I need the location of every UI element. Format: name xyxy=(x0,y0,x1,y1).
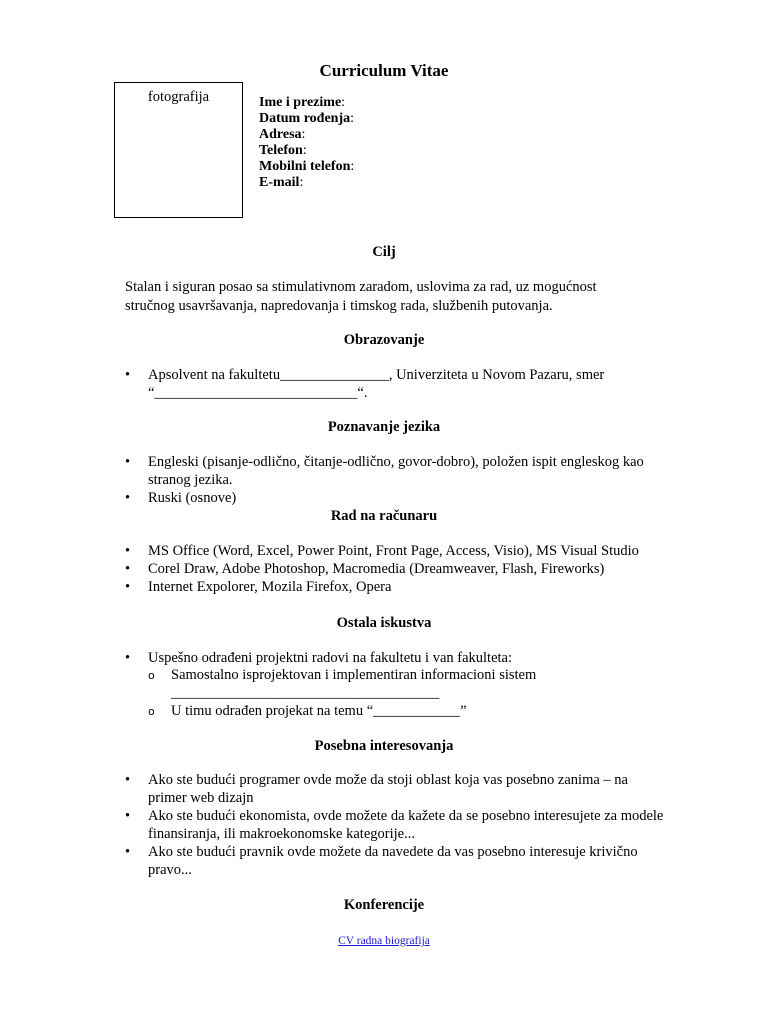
heading-obrazovanje: Obrazovanje xyxy=(343,332,425,348)
blank-line: _____________________________________ xyxy=(171,685,440,701)
personal-info xyxy=(259,95,354,191)
list-item: • Ako ste budući pravnik ovde možete da navedete da vas posebno interesuje krivično pravo... xyxy=(125,844,638,878)
personal-field-address: Adresa: xyxy=(259,127,306,142)
bullet: • xyxy=(125,579,131,595)
personal-field-phone: Telefon: xyxy=(259,143,307,158)
list-item: • Internet Expolorer, Mozila Firefox, Opera xyxy=(125,579,392,595)
list-item: • Apsolvent na fakultetu_______________, Univerziteta u Novom Pazaru, smer “____________________________“. xyxy=(125,367,605,401)
personal-field-birthdate: Datum rođenja: xyxy=(259,111,355,126)
cilj-text: Stalan i siguran posao sa stimulativnom zaradom, uslovima za rad, uz mogućnost stručnog usavršavanja, napredovanja i timskog rada, službenih putovanja. xyxy=(125,279,597,314)
sub-bullet: o xyxy=(148,705,155,718)
document-title: Curriculum Vitae xyxy=(319,61,449,80)
sub-list-item: o Samostalno isprojektovan i implementiran informacioni sistem xyxy=(148,667,537,683)
bullet: • xyxy=(125,808,131,824)
bullet: • xyxy=(125,844,131,860)
heading-interesovanja: Posebna interesovanja xyxy=(314,738,454,754)
heading-racunar: Rad na računaru xyxy=(330,508,438,524)
personal-field-mobile: Mobilni telefon: xyxy=(259,159,355,174)
list-item: • Uspešno odrađeni projektni radovi na fakultetu i van fakulteta: xyxy=(125,650,513,666)
list-item: • Engleski (pisanje-odlično, čitanje-odlično, govor-dobro), položen ispit engleskog kao stranog jezika. xyxy=(125,454,644,488)
list-item: • Ako ste budući ekonomista, ovde možete da kažete da se posebno interesujete za modele finansiranja, ili makroekonomske kategorije... xyxy=(125,808,664,842)
heading-iskustva: Ostala iskustva xyxy=(336,615,432,631)
cv-link[interactable]: CV radna biografija xyxy=(338,935,430,947)
bullet: • xyxy=(125,772,131,788)
sub-bullet: o xyxy=(148,669,155,682)
footer-link-container xyxy=(0,935,768,947)
heading-konferencije: Konferencije xyxy=(343,897,425,913)
personal-field-email: E-mail: xyxy=(259,175,304,190)
personal-field-name: Ime i prezime: xyxy=(259,95,346,110)
photo-placeholder xyxy=(114,82,243,218)
bullet: • xyxy=(125,454,131,470)
sub-list-item: o U timu odrađen projekat na temu “____________” xyxy=(148,703,467,719)
bullet: • xyxy=(125,561,131,577)
bullet: • xyxy=(125,543,131,559)
list-item: • Corel Draw, Adobe Photoshop, Macromedia (Dreamweaver, Flash, Fireworks) xyxy=(125,561,605,577)
heading-cilj: Cilj xyxy=(372,244,396,260)
list-item: • Ruski (osnove) xyxy=(125,490,237,506)
bullet: • xyxy=(125,367,131,383)
photo-label: fotografija xyxy=(147,89,210,105)
heading-jezici: Poznavanje jezika xyxy=(327,419,441,435)
bullet: • xyxy=(125,490,131,506)
list-item: • Ako ste budući programer ovde može da stoji oblast koja vas posebno zanima – na primer web dizajn xyxy=(125,772,628,806)
bullet: • xyxy=(125,650,131,666)
list-item: • MS Office (Word, Excel, Power Point, Front Page, Access, Visio), MS Visual Studio xyxy=(125,543,639,559)
